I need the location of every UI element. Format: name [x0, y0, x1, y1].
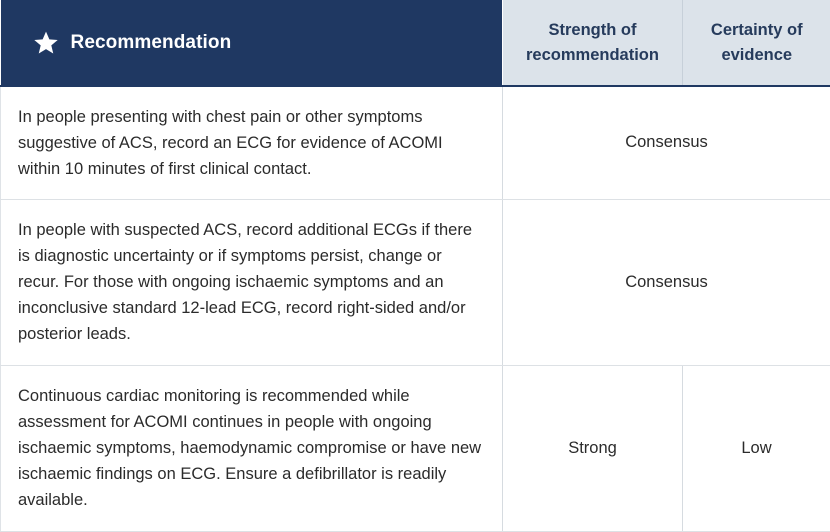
strength-header: Strength of recommendation — [503, 0, 683, 86]
recommendation-text: Continuous cardiac monitoring is recommended while assessment for ACOMI continues in people with ongoing ischaemic symptoms, haemodynamic compromise or have new ischaemic findings on ECG. Ensure a defibrillator is readily available. — [1, 365, 503, 531]
recommendation-header — [1, 0, 503, 86]
star-icon — [33, 30, 59, 56]
certainty-value: Low — [683, 365, 830, 531]
table-row — [1, 86, 830, 199]
recommendation-header-label: Recommendation — [70, 31, 232, 53]
header-row — [1, 0, 830, 86]
recommendation-text: In people presenting with chest pain or other symptoms suggestive of ACS, record an ECG for evidence of ACOMI within 10 minutes of first clinical contact. — [1, 86, 503, 199]
certainty-header: Certainty of evidence — [683, 0, 830, 86]
recommendation-text: In people with suspected ACS, record additional ECGs if there is diagnostic uncertainty or if symptoms persist, change or recur. For those with ongoing ischaemic symptoms and an inconclusive standard 12-lead ECG, record right-sided and/or posterior leads. — [1, 199, 503, 365]
strength-value: Consensus — [503, 199, 830, 365]
table-row — [1, 199, 830, 365]
strength-value: Strong — [503, 365, 683, 531]
table-row — [1, 365, 830, 531]
strength-value: Consensus — [503, 86, 830, 199]
